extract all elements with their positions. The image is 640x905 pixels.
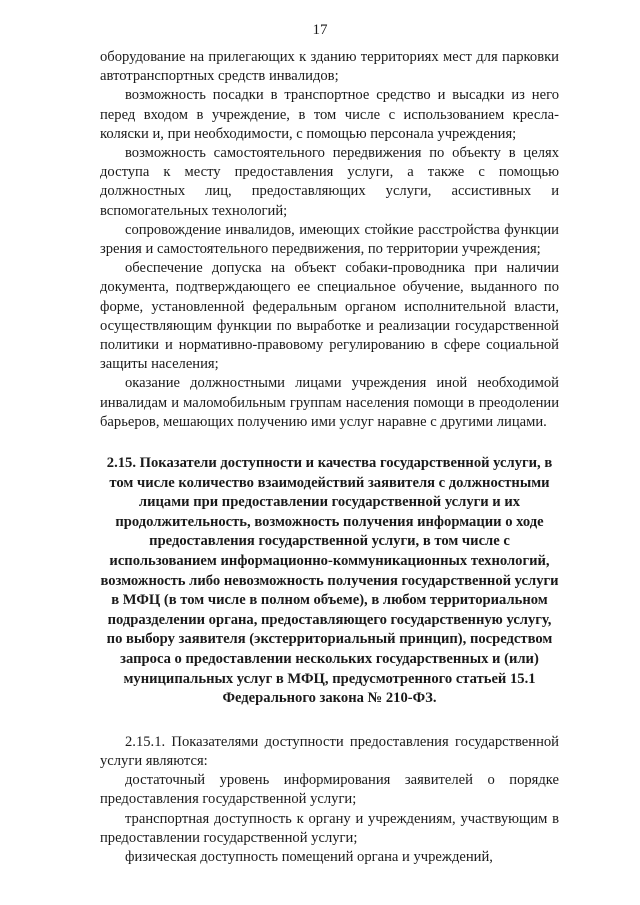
paragraph: достаточный уровень информирования заявителей о порядке предоставления государственной услуги; xyxy=(100,772,559,808)
paragraph: оказание должностными лицами учреждения иной необходимой инвалидам и маломобильным группам населения помощи в преодолении барьеров, мешающих получению ими услуг наравне с другими лицами. xyxy=(100,375,559,430)
paragraph: транспортная доступность к органу и учреждениям, участвующим в предоставлении государственной услуги; xyxy=(100,810,559,846)
paragraph: возможность посадки в транспортное средство и высадки из него перед входом в учреждение, в том числе с использованием кресла-коляски и, при необходимости, с помощью персонала учреждения; xyxy=(100,87,559,142)
paragraph: возможность самостоятельного передвижения по объекту в целях доступа к месту предоставления услуги, а также с помощью должностных лиц, предоставляющих услуги, ассистивных и вспомогательных технологий; xyxy=(100,145,559,219)
paragraph: 2.15.1. Показателями доступности предоставления государственной услуги являются: xyxy=(100,733,559,769)
paragraph: сопровождение инвалидов, имеющих стойкие расстройства функции зрения и самостоятельного передвижения, по территории учреждения; xyxy=(100,221,559,258)
section-heading: 2.15. Показатели доступности и качества государственной услуги, в том числе количество взаимодействий заявителя с должностными лицами при предоставлении государственной услуги и их продолжительность, возможность получения информации о ходе предоставления государственной услуги, в том числе с использованием информационно-коммуникационных технологий, возможность либо невозможность получения государственной услуги в МФЦ (в том числе в полном объеме), в любом территориальном подразделении органа, предоставляющего государственную услугу, по выбору заявителя (экстерриториальный принцип), посредством запроса о предоставлении нескольких государственных и (или) муниципальных услуг в МФЦ, предусмотренного статьей 15.1 Федерального закона № 210-ФЗ. xyxy=(100,455,559,707)
paragraph: физическая доступность помещений органа и учреждений, xyxy=(125,849,493,865)
page-number: 17 xyxy=(312,22,328,38)
paragraph: обеспечение допуска на объект собаки-проводника при наличии документа, подтверждающего ее специальное обучение, выданного по форме, установленной федеральным органом исполнительной власти, осуществляющим функции по выработке и реализации государственной политики и нормативно-правовому регулированию в сфере социальной защиты населения; xyxy=(100,260,559,373)
document-body xyxy=(100,48,559,867)
paragraph: оборудование на прилегающих к зданию территориях мест для парковки автотранспортных средств инвалидов; xyxy=(100,49,559,85)
